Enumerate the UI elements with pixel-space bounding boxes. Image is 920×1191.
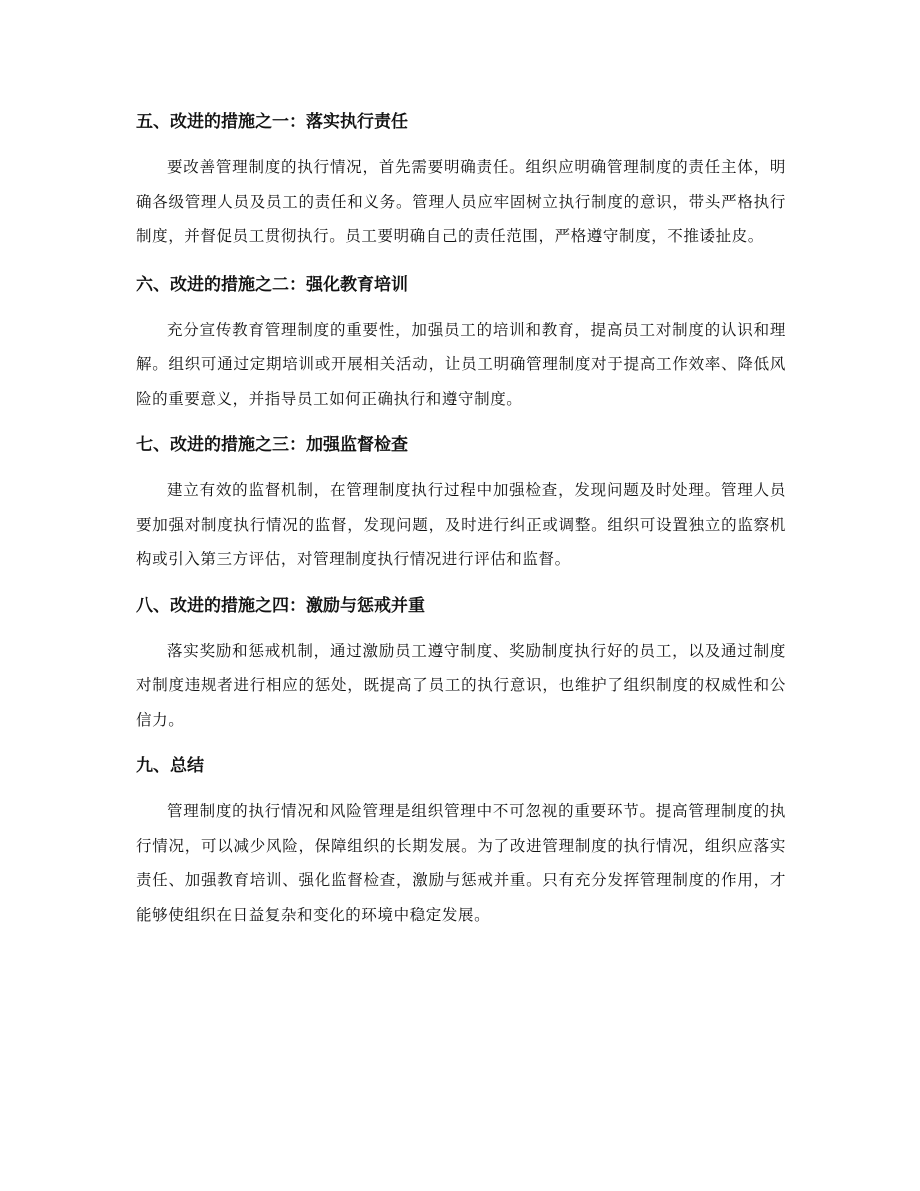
document-page [136,104,786,941]
section-paragraph: 管理制度的执行情况和风险管理是组织管理中不可忽视的重要环节。提高管理制度的执行情况，可以减少风险，保障组织的长期发展。为了改进管理制度的执行情况，组织应落实责任、加强教育培训、强化监督检查，激励与惩戒并重。只有充分发挥管理制度的作用，才能够使组织在日益复杂和变化的环境中稳定发展。 [136,802,786,924]
section-summary [136,748,786,932]
section-heading: 九、总结 [136,756,204,776]
section-heading: 五、改进的措施之一：落实执行责任 [136,112,408,132]
section-paragraph: 要改善管理制度的执行情况，首先需要明确责任。组织应明确管理制度的责任主体，明确各级管理人员及员工的责任和义务。管理人员应牢固树立执行制度的意识，带头严格执行制度，并督促员工贯彻执行。员工要明确自己的责任范围，严格遵守制度，不推诿扯皮。 [136,158,786,245]
section-heading: 七、改进的措施之三：加强监督检查 [136,435,408,455]
section-heading: 八、改进的措施之四：激励与惩戒并重 [136,595,425,616]
section-measure-four [136,588,786,738]
section-paragraph: 落实奖励和惩戒机制，通过激励员工遵守制度、奖励制度执行好的员工，以及通过制度对制度违规者进行相应的惩处，既提高了员工的执行意识，也维护了组织制度的权威性和公信力。 [136,641,786,729]
section-measure-one [136,104,786,254]
section-paragraph: 建立有效的监督机制，在管理制度执行过程中加强检查，发现问题及时处理。管理人员要加强对制度执行情况的监督，发现问题，及时进行纠正或调整。组织可设置独立的监察机构或引入第三方评估，对管理制度执行情况进行评估和监督。 [136,481,786,568]
section-paragraph: 充分宣传教育管理制度的重要性，加强员工的培训和教育，提高员工对制度的认识和理解。组织可通过定期培训或开展相关活动，让员工明确管理制度对于提高工作效率、降低风险的重要意义，并指导员工如何正确执行和遵守制度。 [136,320,786,408]
section-measure-two [136,267,786,417]
section-measure-three [136,427,786,577]
section-heading: 六、改进的措施之二：强化教育培训 [136,274,408,295]
